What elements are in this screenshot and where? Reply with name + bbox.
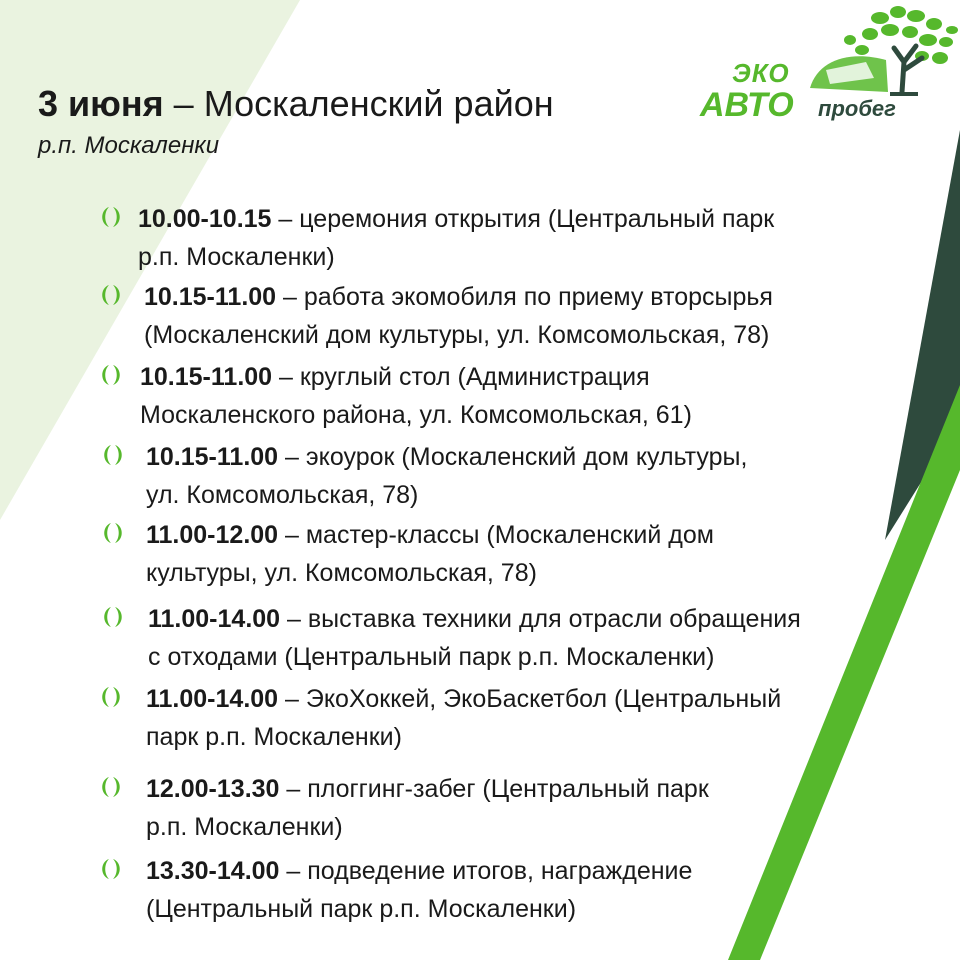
schedule-text — [148, 600, 801, 676]
leaf-bullet-icon — [98, 282, 124, 308]
schedule-description: – круглый стол (Администрация — [272, 363, 650, 391]
page-header — [38, 80, 554, 162]
schedule-item — [98, 680, 781, 756]
schedule-item — [100, 516, 714, 592]
leaf-bullet-icon — [98, 204, 124, 230]
page-title — [38, 80, 554, 128]
schedule-time: 11.00-14.00 — [146, 685, 279, 713]
schedule-time: 10.15-11.00 — [146, 443, 279, 471]
schedule-time: 11.00-12.00 — [146, 521, 279, 549]
schedule-text — [138, 200, 774, 276]
schedule-time: 10.00-10.15 — [138, 205, 272, 233]
logo-probeg-text: пробег — [818, 96, 896, 121]
schedule-item — [98, 770, 709, 846]
leaf-bullet-icon — [100, 442, 126, 468]
schedule-description: – работа экомобиля по приему вторсырья — [276, 283, 773, 311]
leaf-bullet-icon — [100, 520, 126, 546]
schedule-description: – мастер-классы (Москаленский дом — [278, 521, 714, 549]
schedule-text — [146, 516, 714, 592]
schedule-item — [100, 600, 801, 676]
schedule-time: 13.30-14.00 — [146, 857, 280, 885]
schedule-item — [98, 852, 692, 928]
schedule-description-line2: ул. Комсомольская, 78) — [146, 481, 419, 509]
schedule-item — [98, 358, 692, 434]
leaf-bullet-icon — [100, 604, 126, 630]
schedule-description-line2: Москаленского района, ул. Комсомольская, 61) — [140, 401, 692, 429]
event-date: 3 июня — [38, 83, 164, 124]
leaf-bullet-icon — [98, 856, 124, 882]
schedule-time: 11.00-14.00 — [148, 605, 281, 633]
schedule-description-line2: р.п. Москаленки) — [138, 243, 335, 271]
schedule-text — [146, 770, 709, 846]
district-name: Москаленский район — [203, 83, 554, 124]
schedule-description: – церемония открытия (Центральный парк — [271, 205, 775, 233]
title-separator: – — [163, 83, 204, 124]
leaf-bullet-icon — [98, 362, 124, 388]
schedule-description: – подведение итогов, награждение — [279, 857, 693, 885]
schedule-text — [140, 358, 692, 434]
leaf-bullet-icon — [98, 774, 124, 800]
logo-eco-text: ЭКО — [732, 58, 790, 88]
schedule-description-line2: р.п. Москаленки) — [146, 813, 343, 841]
schedule-text — [146, 438, 747, 514]
schedule-description-line2: (Центральный парк р.п. Москаленки) — [146, 895, 577, 923]
schedule-description-line2: с отходами (Центральный парк р.п. Москаленки) — [148, 643, 715, 671]
schedule-text — [146, 852, 692, 928]
schedule-time: 10.15-11.00 — [144, 283, 277, 311]
schedule-description-line2: (Москаленский дом культуры, ул. Комсомольская, 78) — [144, 321, 770, 349]
schedule-text — [146, 680, 781, 756]
settlement-name: р.п. Москаленки — [38, 132, 220, 159]
schedule-text — [144, 278, 773, 354]
schedule-item — [100, 438, 747, 514]
schedule-item — [98, 200, 774, 276]
logo-auto-text: АВТО — [700, 86, 794, 124]
schedule-description-line2: культуры, ул. Комсомольская, 78) — [146, 559, 537, 587]
schedule-description: – ЭкоХоккей, ЭкоБаскетбол (Центральный — [278, 685, 782, 713]
schedule-item — [98, 278, 773, 354]
schedule-description: – плоггинг-забег (Центральный парк — [279, 775, 709, 803]
schedule-description-line2: парк р.п. Москаленки) — [146, 723, 402, 751]
schedule-description: – экоурок (Москаленский дом культуры, — [278, 443, 748, 471]
leaf-bullet-icon — [98, 684, 124, 710]
eco-auto-rally-logo — [690, 0, 960, 140]
schedule-time: 10.15-11.00 — [140, 363, 273, 391]
schedule-time: 12.00-13.30 — [146, 775, 280, 803]
schedule-description: – выставка техники для отрасли обращения — [280, 605, 801, 633]
